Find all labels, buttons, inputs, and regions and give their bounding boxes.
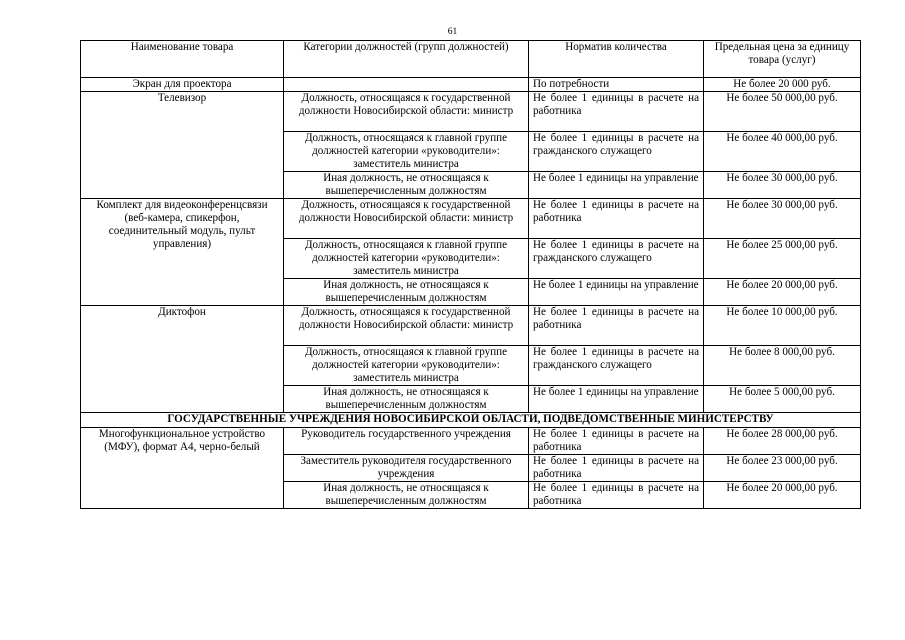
norm-cell: Не более 1 единицы в расчете на работника — [529, 306, 704, 346]
norm-cell: Не более 1 единицы в расчете на работника — [529, 92, 704, 132]
header-price-limit: Предельная цена за единицу товара (услуг) — [704, 41, 861, 78]
category-cell: Иная должность, не относящаяся к вышеперечисленным должностям — [284, 482, 529, 509]
norm-cell: Не более 1 единицы на управление — [529, 279, 704, 306]
price-cell: Не более 50 000,00 руб. — [704, 92, 861, 132]
price-cell: Не более 30 000,00 руб. — [704, 199, 861, 239]
table-row — [81, 306, 861, 346]
norm-cell: Не более 1 единицы в расчете на гражданского служащего — [529, 239, 704, 279]
header-position-categories: Категории должностей (групп должностей) — [284, 41, 529, 78]
norm-cell: Не более 1 единицы в расчете на работника — [529, 482, 704, 509]
norm-cell: Не более 1 единицы в расчете на работника — [529, 455, 704, 482]
norm-cell: Не более 1 единицы в расчете на работника — [529, 199, 704, 239]
section-heading-row — [81, 413, 861, 428]
norms-table — [80, 40, 861, 509]
norm-cell: Не более 1 единицы на управление — [529, 386, 704, 413]
category-cell: Должность, относящаяся к государственной должности Новосибирской области: министр — [284, 306, 529, 346]
category-cell: Должность, относящаяся к главной группе должностей категории «руководители»: заместитель министра — [284, 239, 529, 279]
product-name-cell: Многофункциональное устройство (МФУ), формат А4, черно-белый — [81, 428, 284, 509]
table-header-row — [81, 41, 861, 78]
header-quantity-norm: Норматив количества — [529, 41, 704, 78]
category-cell: Должность, относящаяся к главной группе должностей категории «руководители»: заместитель министра — [284, 132, 529, 172]
price-cell: Не более 23 000,00 руб. — [704, 455, 861, 482]
price-cell: Не более 28 000,00 руб. — [704, 428, 861, 455]
price-cell: Не более 20 000 руб. — [704, 78, 861, 92]
category-cell: Должность, относящаяся к государственной должности Новосибирской области: министр — [284, 199, 529, 239]
price-cell: Не более 10 000,00 руб. — [704, 306, 861, 346]
category-cell: Руководитель государственного учреждения — [284, 428, 529, 455]
section-heading: ГОСУДАРСТВЕННЫЕ УЧРЕЖДЕНИЯ НОВОСИБИРСКОЙ ОБЛАСТИ, ПОДВЕДОМСТВЕННЫЕ МИНИСТЕРСТВУ — [81, 413, 861, 428]
norm-cell: Не более 1 единицы на управление — [529, 172, 704, 199]
norm-cell: По потребности — [529, 78, 704, 92]
table-row — [81, 428, 861, 455]
table-row — [81, 78, 861, 92]
product-name-cell: Телевизор — [81, 92, 284, 199]
category-cell: Иная должность, не относящаяся к вышеперечисленным должностям — [284, 279, 529, 306]
price-cell: Не более 5 000,00 руб. — [704, 386, 861, 413]
category-cell: Заместитель руководителя государственного учреждения — [284, 455, 529, 482]
category-cell: Должность, относящаяся к главной группе должностей категории «руководители»: заместитель министра — [284, 346, 529, 386]
header-product-name: Наименование товара — [81, 41, 284, 78]
product-name-cell: Комплект для видеоконференцсвязи (веб-камера, спикерфон, соединительный модуль, пульт управления) — [81, 199, 284, 306]
norm-cell: Не более 1 единицы в расчете на гражданского служащего — [529, 132, 704, 172]
page-number: 61 — [447, 27, 458, 37]
price-cell: Не более 40 000,00 руб. — [704, 132, 861, 172]
price-cell: Не более 30 000,00 руб. — [704, 172, 861, 199]
norm-cell: Не более 1 единицы в расчете на гражданского служащего — [529, 346, 704, 386]
product-name-cell: Диктофон — [81, 306, 284, 413]
norm-cell: Не более 1 единицы в расчете на работника — [529, 428, 704, 455]
product-name-cell: Экран для проектора — [81, 78, 284, 92]
price-cell: Не более 8 000,00 руб. — [704, 346, 861, 386]
category-cell — [284, 78, 529, 92]
price-cell: Не более 25 000,00 руб. — [704, 239, 861, 279]
table-row — [81, 199, 861, 239]
price-cell: Не более 20 000,00 руб. — [704, 279, 861, 306]
category-cell: Должность, относящаяся к государственной должности Новосибирской области: министр — [284, 92, 529, 132]
category-cell: Иная должность, не относящаяся к вышеперечисленным должностям — [284, 386, 529, 413]
price-cell: Не более 20 000,00 руб. — [704, 482, 861, 509]
table-row — [81, 92, 861, 132]
category-cell: Иная должность, не относящаяся к вышеперечисленным должностям — [284, 172, 529, 199]
